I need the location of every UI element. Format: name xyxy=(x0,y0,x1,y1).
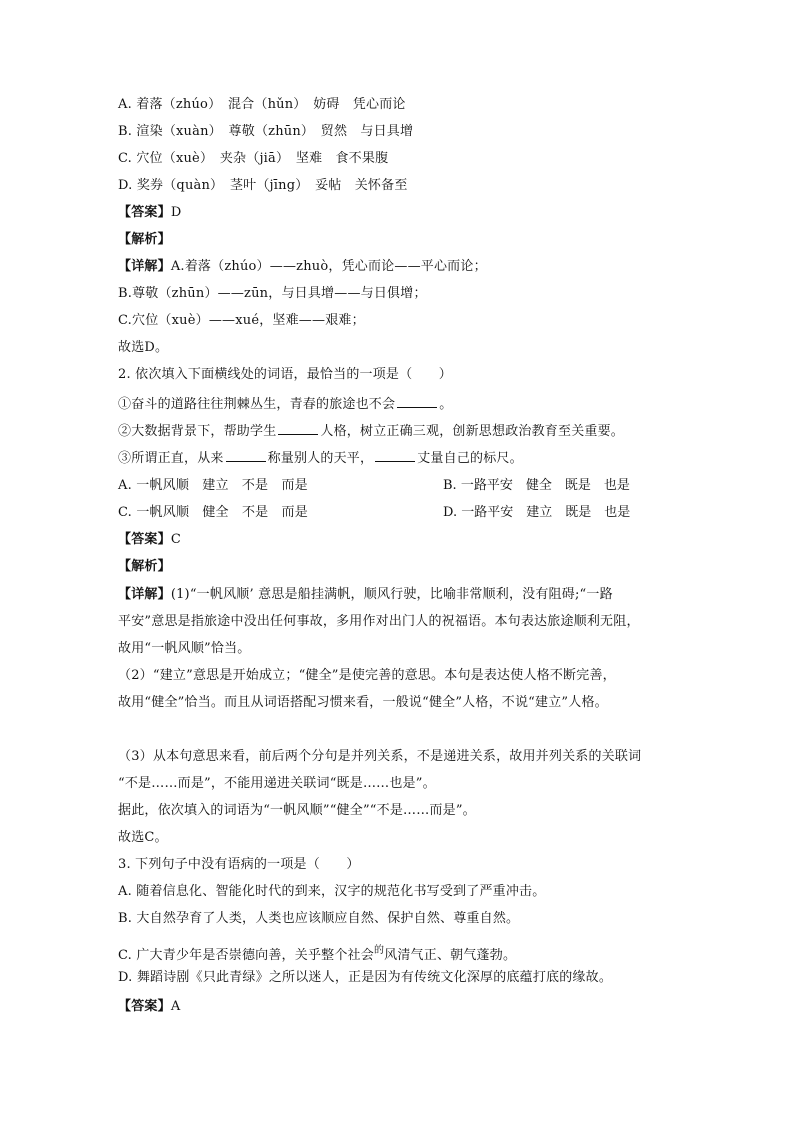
q3-stem: 3. 下列句子中没有语病的一项是（ ） xyxy=(118,857,360,872)
answer-value: A xyxy=(170,999,181,1014)
q2-sentence-2-end: 人格，树立正确三观，创新思想政治教育至关重要。 xyxy=(320,424,625,439)
q1-detail-3: C.穴位（xuè）——xué，坚难——艰难； xyxy=(118,313,365,328)
q2-detail-4: （2）“建立”意思是开始成立；“健全”是使完善的意思。本句是表达使人格不断完善， xyxy=(118,668,616,683)
q3-option-c-end: 风清气正、朝气蓬勃。 xyxy=(384,948,517,963)
q1-detail-1 xyxy=(118,258,487,276)
q2-option-b: B. 一路平安 健全 既是 也是 xyxy=(443,478,630,493)
q3-option-b: B. 大自然孕育了人类，人类也应该顺应自然、保护自然、尊重自然。 xyxy=(118,911,520,926)
q1-option-b: B. 渲染（xuàn） 尊敬（zhūn） 贸然 与日具增 xyxy=(118,124,414,139)
answer-tag: 【答案】 xyxy=(118,532,171,547)
q1-analysis-tag: 【解析】 xyxy=(118,232,171,247)
q1-answer xyxy=(118,204,181,222)
q2-option-a: A. 一帆风顺 建立 不是 而是 xyxy=(118,478,308,493)
q2-sentence-2-text: ②大数据背景下，帮助学生 xyxy=(118,424,277,439)
q2-sentence-3-end: 丈量自己的标尺。 xyxy=(417,451,523,466)
q3-option-c-text: C. 广大青少年是否崇德向善，关乎整个社会 xyxy=(118,948,374,963)
q3-option-c-superscript: 的 xyxy=(373,945,385,956)
detail-tag: 【详解】 xyxy=(118,587,171,602)
detail-text: A.着落（zhúo）——zhuò，凭心而论——平心而论； xyxy=(170,259,487,274)
q2-sentence-1-text: ①奋斗的道路往往荆棘丛生，青春的旅途也不会 xyxy=(118,397,396,412)
q2-answer xyxy=(118,531,181,549)
q2-detail-9: 故选C。 xyxy=(118,830,168,845)
blank-line xyxy=(278,422,318,435)
detail-text: (1)“一帆风顺’ 意思是船挂满帆，顺风行驶，比喻非常顺利，没有阻碍;“一路 xyxy=(170,587,613,602)
q1-detail-4: 故选D。 xyxy=(118,340,169,355)
q2-detail-7: “不是……而是”，不能用递进关联词“既是……也是”。 xyxy=(118,776,436,791)
blank-line xyxy=(397,395,437,408)
q2-sentence-2 xyxy=(118,422,624,441)
q2-option-d: D. 一路平安 建立 既是 也是 xyxy=(443,505,631,520)
q1-option-c: C. 穴位（xuè） 夹杂（jiā） 坚难 食不果腹 xyxy=(118,151,389,166)
answer-value: C xyxy=(170,532,181,547)
q2-sentence-1 xyxy=(118,395,452,414)
q3-option-a: A. 随着信息化、智能化时代的到来，汉字的规范化书写受到了严重冲击。 xyxy=(118,884,546,899)
q1-option-a: A. 着落（zhúo） 混合（hǔn） 妨碍 凭心而论 xyxy=(118,97,406,112)
q2-sentence-3-text: ③所谓正直，从来 xyxy=(118,451,224,466)
answer-tag: 【答案】 xyxy=(118,999,171,1014)
q2-detail-1 xyxy=(118,586,613,604)
q2-analysis-tag: 【解析】 xyxy=(118,559,171,574)
q2-detail-6: （3）从本句意思来看，前后两个分句是并列关系，不是递进关系，故用并列关系的关联词 xyxy=(118,749,642,764)
q2-option-c: C. 一帆风顺 健全 不是 而是 xyxy=(118,505,308,520)
q3-option-c xyxy=(118,942,516,965)
q1-option-d: D. 奖券（quàn） 茎叶（jīng） 妥帖 关怀备至 xyxy=(118,178,408,193)
blank-line xyxy=(226,449,266,462)
q3-answer xyxy=(118,998,180,1016)
q2-detail-8: 据此，依次填入的词语为“一帆风顺”“健全”“不是……而是”。 xyxy=(118,803,476,818)
q2-detail-2: 平安”意思是指旅途中没出任何事故，多用作对出门人的祝福语。本句表达旅途顺利无阻， xyxy=(118,614,640,629)
detail-tag: 【详解】 xyxy=(118,259,171,274)
blank-line xyxy=(375,449,415,462)
q2-detail-3: 故用“一帆风顺”恰当。 xyxy=(118,641,251,656)
answer-value: D xyxy=(170,205,182,220)
q2-sentence-1-end: 。 xyxy=(439,397,453,412)
q2-sentence-3 xyxy=(118,449,523,468)
q1-detail-2: B.尊敬（zhūn）——zūn，与日具增——与日俱增； xyxy=(118,286,427,301)
q2-stem: 2. 依次填入下面横线处的词语，最恰当的一项是（ ） xyxy=(118,367,452,382)
answer-tag: 【答案】 xyxy=(118,205,171,220)
q3-option-d: D. 舞蹈诗剧《只此青绿》之所以迷人，正是因为有传统文化深厚的底蕴打底的缘故。 xyxy=(118,970,613,985)
q2-sentence-3-mid: 称量别人的天平， xyxy=(267,451,374,466)
q2-detail-5: 故用“健全”恰当。而且从词语搭配习惯来看，一般说“健全”人格，不说“建立”人格。 xyxy=(118,695,608,710)
